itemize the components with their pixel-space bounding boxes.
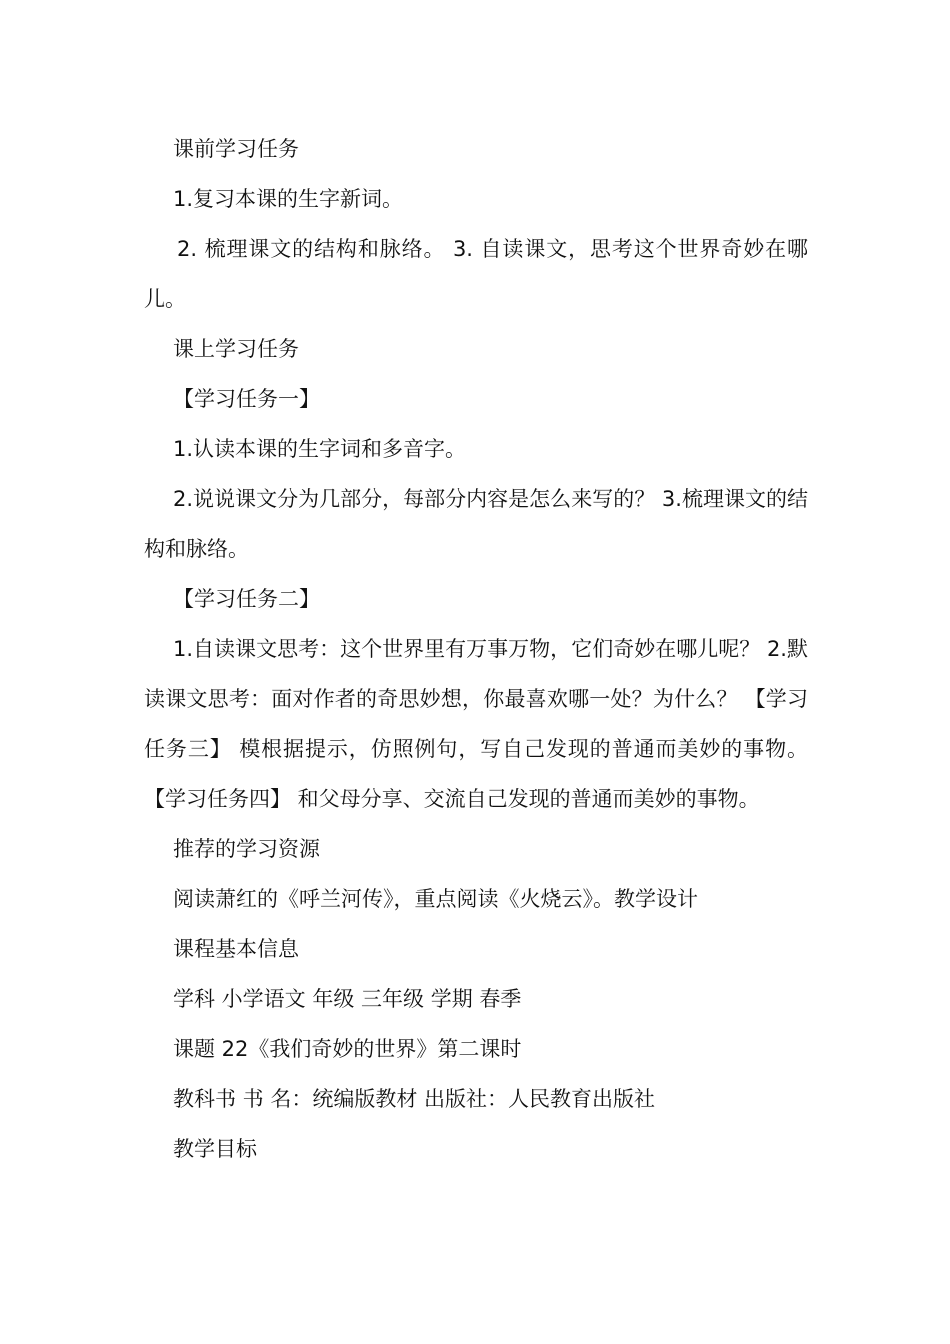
- document-body: [144, 124, 808, 1174]
- heading-pre-class-tasks: 课前学习任务: [173, 137, 299, 161]
- task-one-item-2-3: 2.说说课文分为几部分，每部分内容是怎么来写的？ 3.梳理课文的结构和脉络。: [144, 487, 808, 561]
- pre-class-task-1: 1.复习本课的生字新词。: [173, 187, 404, 211]
- pre-class-task-2-3: 2. 梳理课文的结构和脉络。 3. 自读课文，思考这个世界奇妙在哪儿。: [144, 237, 808, 311]
- heading-in-class-tasks: 课上学习任务: [173, 337, 299, 361]
- heading-teaching-objectives: 教学目标: [173, 1137, 257, 1161]
- course-topic: 课题 22《我们奇妙的世界》第二课时: [173, 1037, 522, 1061]
- task-one-heading: 【学习任务一】: [173, 387, 320, 411]
- heading-recommended-resources: 推荐的学习资源: [173, 837, 320, 861]
- heading-course-info: 课程基本信息: [173, 937, 299, 961]
- task-two-heading: 【学习任务二】: [173, 587, 320, 611]
- course-subject-grade-term: 学科 小学语文 年级 三年级 学期 春季: [173, 987, 522, 1011]
- task-two-three-four-body: 1.自读课文思考：这个世界里有万事万物，它们奇妙在哪儿呢？ 2.默读课文思考：面对作者的奇思妙想，你最喜欢哪一处？为什么？ 【学习任务三】 模根据提示，仿照例句，写自己发现的普通而美妙的事物。 【学习任务四】 和父母分享、交流自己发现的普通而美妙的事物。: [144, 637, 808, 811]
- course-textbook: 教科书 书 名：统编版教材 出版社：人民教育出版社: [173, 1087, 656, 1111]
- task-one-item-1: 1.认读本课的生字词和多音字。: [173, 437, 467, 461]
- recommended-reading: 阅读萧红的《呼兰河传》，重点阅读《火烧云》。教学设计: [173, 887, 698, 911]
